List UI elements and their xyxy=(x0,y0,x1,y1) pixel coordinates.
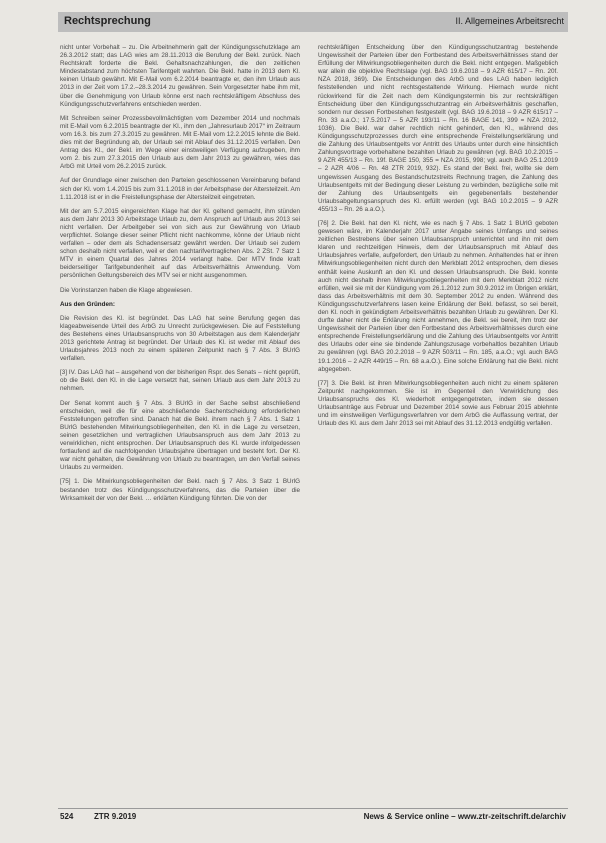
paragraph: Der Senat kommt auch § 7 Abs. 3 BUrlG in der Sache selbst abschließend entscheiden, weil die für eine abschließende Sachentscheidung erforderlichen Feststellungen getroffen sind. Danach hat die Bekl. ihrem nach § 7 Abs. 1 Satz 1 BUrlG bestehenden Mitwirkungsobliegenheiten, den Kl. in die Lage zu versetzen, seinen gesetzlichen und vertraglichen Urlaubsanspruch aus dem Jahr 2013 zu verwirklichen, nicht entsprochen. Der Urlaubsanspruch des Kl. wurde infolgedessen fortlaufend auf die nachfolgenden Urlaubsjahre übertragen und besteht fort. Der Kl. war nicht gehalten, die Gewährung von Urlaub zu beantragen, um den Verfall seines Urlaubs zu vermeiden. xyxy=(60,399,300,472)
page-number: 524 xyxy=(60,812,74,821)
paragraph: Die Revision des Kl. ist begründet. Das LAG hat seine Berufung gegen das klageabweisende Urteil des ArbG zu Unrecht zurückgewiesen. Die auf Feststellung des Bestehens eines Urlaubsanspruchs von 30 Arbeitstagen aus dem Kalenderjahr 2013 gerichtete Antrag ist begründet. Der Urlaub des Kl. ist weder mit Ablauf des Urlaubsjahres 2013 noch zu einem späteren Zeitpunkt nach § 7 Abs. 3 BUrlG verfallen. xyxy=(60,314,300,363)
paragraph: Auf der Grundlage einer zwischen den Parteien geschlossenen Vereinbarung befand sich der Kl. vom 1.4.2015 bis zum 31.1.2018 in der Arbeitsphase der Altersteilzeit. Am 1.11.2018 ist er in die Freistellungsphase der Altersteilzeit eingetreten. xyxy=(60,177,300,201)
left-column xyxy=(60,44,300,509)
page-footer xyxy=(58,808,568,823)
chapter-title: II. Allgemeines Arbeitsrecht xyxy=(455,16,564,26)
paragraph: Die Vorinstanzen haben die Klage abgewiesen. xyxy=(60,286,192,294)
paragraph: [77] 3. Die Bekl. ist ihren Mitwirkungsobliegenheiten auch nicht zu einem späteren Zeitpunkt nachgekommen. Sie ist im Gegenteil den Verwirklichung des Urlaubsanspruchs des Kl. wiederholt entgegengetreten, indem sie dessen Urlaubsanträge aus Februar und Dezember 2014 sowie aus Februar 2015 ablehnte und im einstweiligen Verfügungsverfahren vor dem ArbG die Auffassung vertrat, der Urlaub des Kl. aus dem Jahr 2013 sei mit Ablauf des 31.12.2013 endgültig verfallen. xyxy=(318,379,558,428)
service-link[interactable]: News & Service online – www.ztr-zeitschrift.de/archiv xyxy=(363,812,566,821)
magazine-issue: ZTR 9.2019 xyxy=(94,812,137,821)
paragraph: rechtskräftigen Entscheidung über den Kündigungsschutzantrag bestehende Ungewissheit der Parteien über den Fortbestand des Arbeitsverhältnisses stand der Erfüllung der Mitwirkungsobliegenheiten durch die Bekl. nicht entgegen. Maßgeblich war allein die objektive Rechtslage (vgl. BAG 19.6.2018 – 9 AZR 615/17 – Rn. 20f. NZA 2018, 369). Die Entscheidungen des ArbG und des LAG haben lediglich feststellenden und nicht rechtsgestaltende Wirkung. Hiernach wurde nicht rückwirkend für die Zeit nach dem Kündigungstermin bis zur rechtskräftigen Entscheidung über den Kündigungsschutzantrag ein Arbeitsverhältnis geschaffen, sondern nur dessen Fortbestehen festgestellt (vgl. BAG 19.6.2018 – 9 AZR 615/17 – Rn. 33 a.a.O.; 17.5.2017 – 5 AZR 193/11 – Rn. 16 BAGE 141, 399 = NZA 2012, 1036). Die Bekl. war daher rechtlich nicht gehindert, den Kl., während des Kündigungsschutzprozesses durch eine entsprechende Freistellungserklärung und die Zahlung des Urlaubsentgelts vor Antritt des Urlaubs unter durch eine hinsichtlich Zahlungsvortrage vorbehaltene bezahlten Urlaub zu gewähren (vgl. BAG 10.2.2015 – 9 AZR 455/13 – Rn. 19f. BAGE 150, 355 = NZA 2015, 998; vgl. auch BAG 25.1.2019 – 2 AZR 4/06 – Rn. 48 ZTR 2019, 932). Es stand der Bekl. frei, wollte sie dem ungewissen Ausgang des Bestandschutzstreits Rechnung tragen, die Zahlung des Urlaubsentgelts mit der Bedingung dieser Leistung zu verbinden, bezügliche solle mit der Zahlung des Urlaubsentgelts ein gegebenenfalls bestehender Urlaubsabgeltungsanspruch des Kl. erfüllt werden (vgl. BAG 10.2.2015 – 9 AZR 455/13 – Rn. 26 a.a.O.). xyxy=(318,44,558,213)
paragraph: [3] IV. Das LAG hat – ausgehend von der bisherigen Rspr. des Senats – nicht geprüft, ob die Bekl. den Kl. in die Lage versetzt hat, seinen Urlaub aus dem Jahr 2013 zu nehmen. xyxy=(60,369,300,393)
paragraph: Mit Schreiben seiner Prozessbevollmächtigten vom Dezember 2014 und nochmals mit E-Mail vom 6.2.2015 beantragte der Kl., ihm den „Jahresurlaub 2017“ im Zeitraum vom 16.3. bis zum 27.3.2015 zu gewähren. Mit E-Mail vom 12.2.2015 lehnte die Bekl. dies mit der Begründung ab, der Urlaub sei mit Ablauf des 31.12.2015 verfallen. Den Antrag des Kl., der Bekl. im Wege einer einstweiligen Verfügung aufzugeben, ihm vom 2. bis zum 27.3.2015 den Urlaub aus dem Jahr 2013 zu gewähren, wies das ArbG mit Urteil vom 26.2.2015 zurück. xyxy=(60,114,300,171)
right-column xyxy=(318,44,558,434)
paragraph: Mit der am 5.7.2015 eingereichten Klage hat der Kl. geltend gemacht, ihm stünden aus dem Jahr 2013 30 Arbeitstage Urlaub zu, dem Anspruch auf Urlaub aus 2013 sei nicht verfallen. Der Arbeitgeber sei von sich aus zur Gewährung von Urlaub verpflichtet. Solange dieser seiner Pflicht nicht nachkomme, könne der Urlaub nicht verfallen – oder dem als Schadensersatz gewährt werden. Der Urlaub sei zudem schon deshalb nicht verfallen, weil er den nachtarifvertraglichen Abs. 2 ZSt. 7 Satz 1 MTV in einem Quartal des Jahres 2014 verlangt habe. Der MTV finde kraft beiderseitiger Tarifgebundenheit auf das Arbeitsverhältnis Anwendung. Vom persönlichen Geltungsbereich des MTV sei er nicht ausgenommen. xyxy=(60,207,300,280)
section-title: Rechtsprechung xyxy=(64,15,151,27)
section-heading: Aus den Gründen: xyxy=(60,300,115,308)
paragraph: [75] 1. Die Mitwirkungsobliegenheiten der Bekl. nach § 7 Abs. 3 Satz 1 BUrlG bestanden trotz des Kündigungsschutzverfahrens, das die Parteien über die Wirksamkeit der von der Bekl. … erklärten Kündigung führten. Die von der xyxy=(60,478,300,502)
paragraph: nicht unter Vorbehalt – zu. Die Arbeitnehmerin galt der Kündigungsschutzklage am 26.3.2012 statt; das LAG wies am 28.11.2013 die Berufung der Bekl. zurück. Nach Rechtskraft forderte die Bekl. Gehaltsnachzahlungen, die den zeitlichen Mindestabstand zum höchsten Tarifentgelt wahrten. Die Bekl. hatte in 2013 dem Kl. keinen Urlaub gewährt. Mit E-Mail vom 6.2.2014 beantragte er, den ihm Urlaub aus 2013 in der Zeit vom 17.2.–28.3.2014 zu gewähren. Sein Vorgesetzter habe ihm mit, über die Genehmigung von Urlaub könne erst nach rechtskräftigem Abschluss des Kündigungsschutzverfahrens entschieden werden. xyxy=(60,44,300,108)
paragraph: [76] 2. Die Bekl. hat den Kl. nicht, wie es nach § 7 Abs. 1 Satz 1 BUrlG geboten gewesen wäre, im Kalenderjahr 2017 unter Angabe seines Umfangs und seines zeitlichen Bestrebens über seinen Urlaubsanspruch unterrichtet und ihn mit dem klaren und rechtzeitigen Hinweis, dem der Urlaubsanspruch mit Ablauf des Urlaubsjahres verfalle, aufgefordert, den Urlaub zu nehmen. Anhaltendes hat er ihren Mitwirkungsobliegenheiten nicht durch den Merkblatt 2012 entsprochen, dem dieses enthält keine Auskunft an den Kl. und dessen Urlaubsanspruch. Die Bekl. konnte auch nicht deshalb ihren Mitwirkungsobliegenheiten mit dem Merkblatt 2012 nicht erfüllen, weil sie mit der Kündigung vom 26.1.2012 zum 30.9.2012 im Übrigen erklärt, dass das Arbeitsverhältnis mit dem 30. September 2012 zu enden. Während des Kündigungsschutzverfahrens lasen keine Erklärung der Bekl. befasst, so sei bereit, den Kl. noch in gekündigtem Arbeitsverhältnis bezahlten Urlaub zu gewähren. Der Kl. durfte daher nicht die Erklärung nicht annehmen, die Bekl. sei bereit, ihm trotz der Ungewissheit der Parteien über den Fortbestand des Arbeitsverhältnisses durch eine entsprechende Freistellungserklärung und die Zahlung des Urlaubsentgelts vor Antritt des Urlaubs oder eine sie bindende Zahlungszusage vorbehaltlos bezahlten Urlaub zu gewähren (vgl. BAG 20.2.2018 – 9 AZR 503/11 – Rn. 185, a.a.O.; vgl. auch BAG 19.1.2016 – 2 AZR 449/15 – Rn. 68 a.a.O.). Eine solche Erklärung hat die Bekl. nicht abgegeben. xyxy=(318,219,558,373)
page-header xyxy=(58,12,568,32)
